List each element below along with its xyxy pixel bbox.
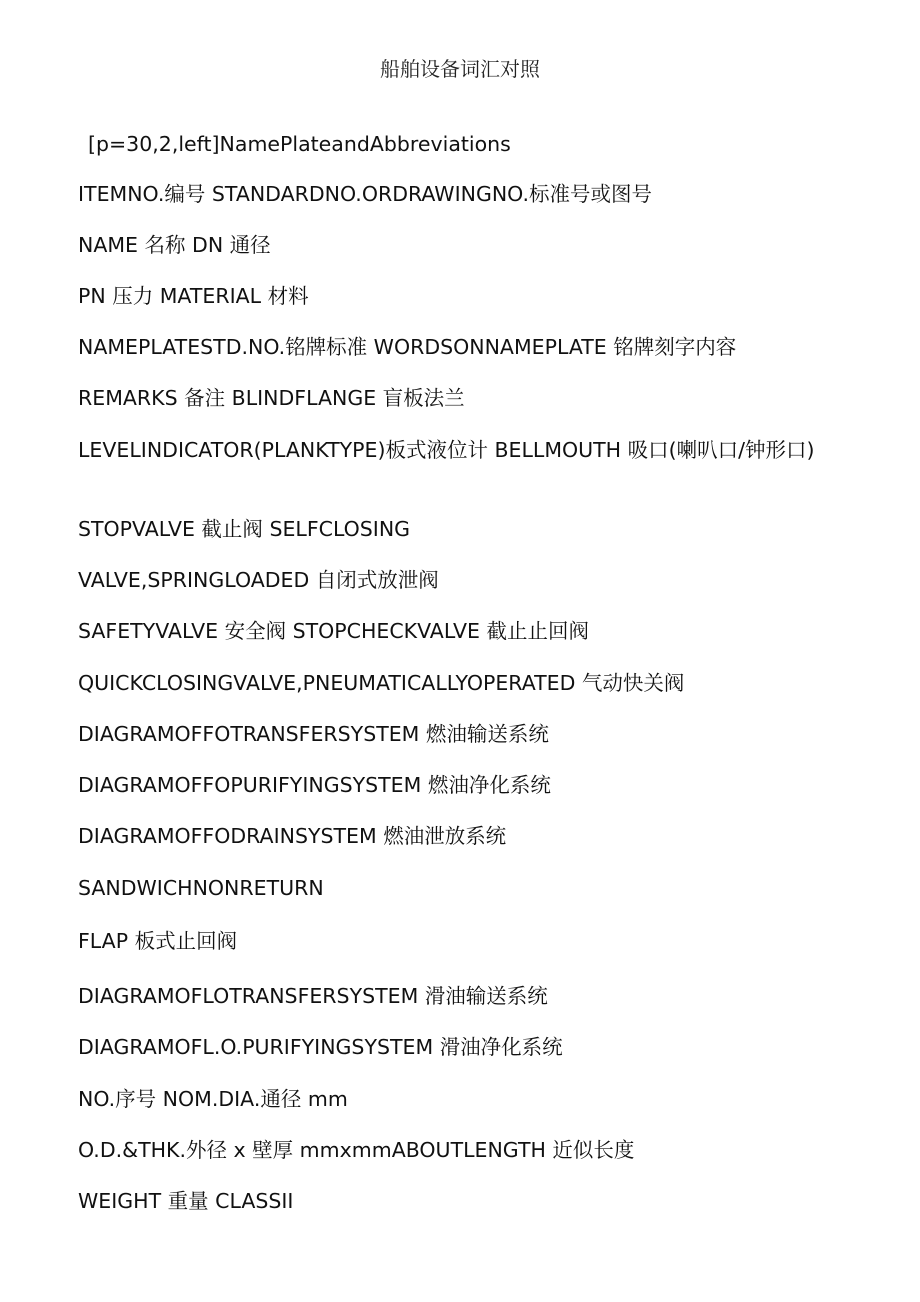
section-header: [p=30,2,left]NamePlateandAbbreviations (88, 132, 511, 156)
glossary-line: WEIGHT 重量 CLASSII (78, 1189, 294, 1213)
glossary-line: O.D.&THK.外径 x 壁厚 mmxmmABOUTLENGTH 近似长度 (78, 1138, 635, 1162)
glossary-line: SAFETYVALVE 安全阀 STOPCHECKVALVE 截止止回阀 (78, 619, 589, 643)
glossary-line: STOPVALVE 截止阀 SELFCLOSING (78, 517, 411, 541)
glossary-line: DIAGRAMOFFOPURIFYINGSYSTEM 燃油净化系统 (78, 773, 551, 797)
glossary-line: DIAGRAMOFLOTRANSFERSYSTEM 滑油输送系统 (78, 984, 548, 1008)
glossary-line: QUICKCLOSINGVALVE,PNEUMATICALLYOPERATED 气动快关阀 (78, 671, 685, 695)
glossary-line: FLAP 板式止回阀 (78, 929, 238, 953)
glossary-line: DIAGRAMOFFODRAINSYSTEM 燃油泄放系统 (78, 824, 507, 848)
glossary-line: REMARKS 备注 BLINDFLANGE 盲板法兰 (78, 386, 465, 410)
glossary-line: NO.序号 NOM.DIA.通径 mm (78, 1087, 348, 1111)
glossary-line: VALVE,SPRINGLOADED 自闭式放泄阀 (78, 568, 439, 592)
glossary-line: NAMEPLATESTD.NO.铭牌标准 WORDSONNAMEPLATE 铭牌刻字内容 (78, 335, 737, 359)
glossary-line: DIAGRAMOFFOTRANSFERSYSTEM 燃油输送系统 (78, 722, 549, 746)
glossary-line: NAME 名称 DN 通径 (78, 233, 271, 257)
glossary-line: ITEMNO.编号 STANDARDNO.ORDRAWINGNO.标准号或图号 (78, 182, 652, 206)
glossary-line: DIAGRAMOFL.O.PURIFYINGSYSTEM 滑油净化系统 (78, 1035, 563, 1059)
glossary-line: LEVELINDICATOR(PLANKTYPE)板式液位计 BELLMOUTH 吸口(喇叭口/钟形口) (78, 438, 815, 462)
glossary-line: PN 压力 MATERIAL 材料 (78, 284, 309, 308)
glossary-line: SANDWICHNONRETURN (78, 876, 324, 900)
page-title: 船舶设备词汇对照 (380, 57, 540, 81)
